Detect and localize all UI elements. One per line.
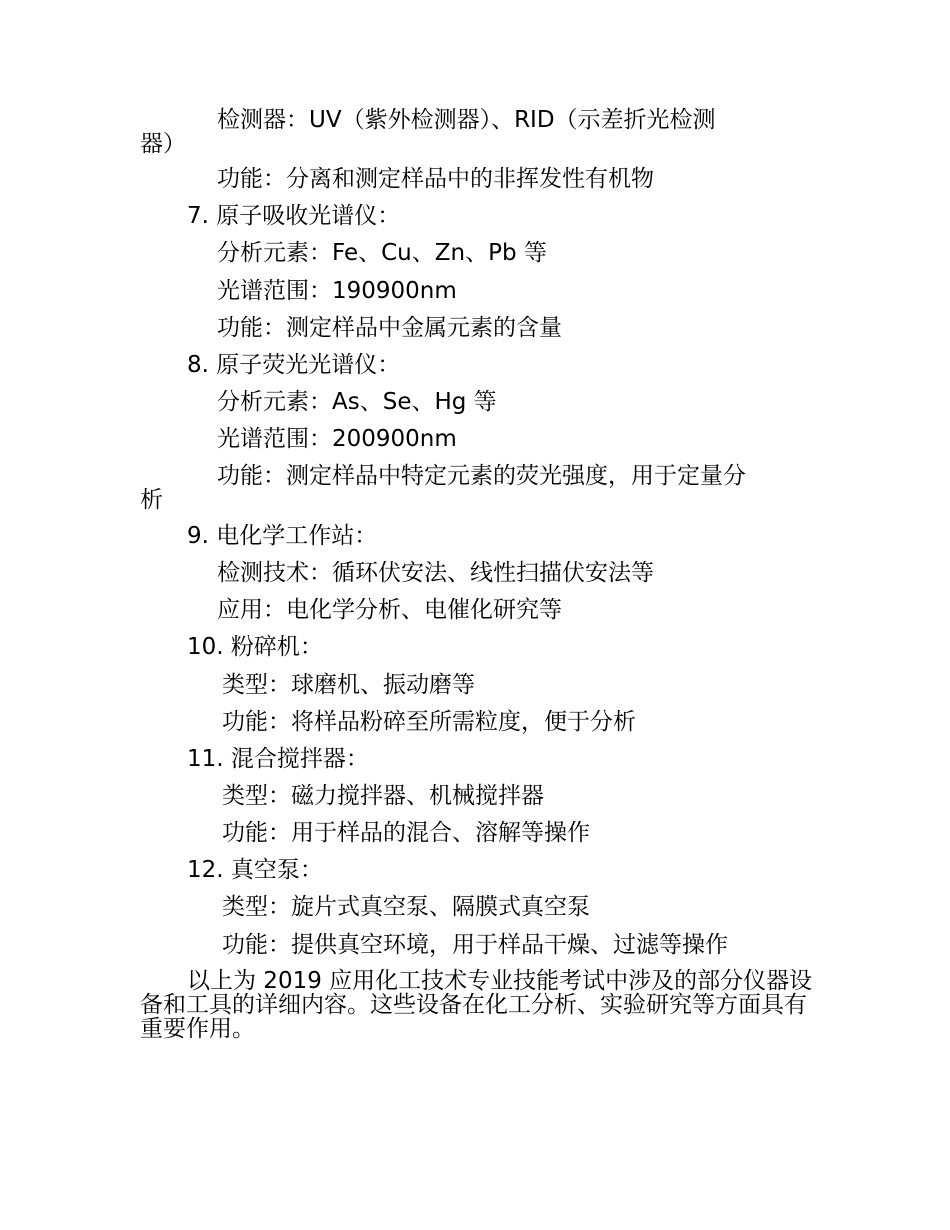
item-8-function: 功能：测定样品中特定元素的荧光强度，用于定量分 [217, 463, 746, 489]
item-9-techniques: 检测技术：循环伏安法、线性扫描伏安法等 [217, 560, 654, 586]
item-8-elements: 分析元素：As、Se、Hg 等 [217, 389, 497, 415]
item-12-function: 功能：提供真空环境，用于样品干燥、过滤等操作 [222, 932, 728, 958]
detector-line-wrap: 器） [140, 131, 186, 157]
item-7-elements: 分析元素：Fe、Cu、Zn、Pb 等 [217, 240, 547, 266]
item-8-heading: 8. 原子荧光光谱仪： [187, 352, 401, 378]
item-11-function: 功能：用于样品的混合、溶解等操作 [222, 820, 590, 846]
item-11-types: 类型：磁力搅拌器、机械搅拌器 [222, 783, 544, 809]
item-12-types: 类型：旋片式真空泵、隔膜式真空泵 [222, 894, 590, 920]
item-9-heading: 9. 电化学工作站： [187, 523, 378, 549]
item-10-types: 类型：球磨机、振动磨等 [222, 672, 475, 698]
detector-line: 检测器：UV（紫外检测器）、RID（示差折光检测 [217, 107, 716, 133]
hplc-function-line: 功能：分离和测定样品中的非挥发性有机物 [217, 166, 654, 192]
item-7-function: 功能：测定样品中金属元素的含量 [217, 315, 562, 341]
item-8-function-wrap: 析 [140, 487, 163, 513]
item-7-heading: 7. 原子吸收光谱仪： [187, 203, 401, 229]
item-9-applications: 应用：电化学分析、电催化研究等 [217, 597, 562, 623]
item-10-function: 功能：将样品粉碎至所需粒度，便于分析 [222, 709, 636, 735]
item-10-heading: 10. 粉碎机： [187, 634, 323, 660]
item-7-range: 光谱范围：190900nm [217, 278, 457, 304]
summary-paragraph: 以上为 2019 应用化工技术专业技能考试中涉及的部分仪器设备和工具的详细内容。这些设备在化工分析、实验研究等方面具有重要作用。 [140, 968, 813, 1042]
item-8-range: 光谱范围：200900nm [217, 426, 457, 452]
item-11-heading: 11. 混合搅拌器： [187, 746, 369, 772]
item-12-heading: 12. 真空泵： [187, 857, 323, 883]
